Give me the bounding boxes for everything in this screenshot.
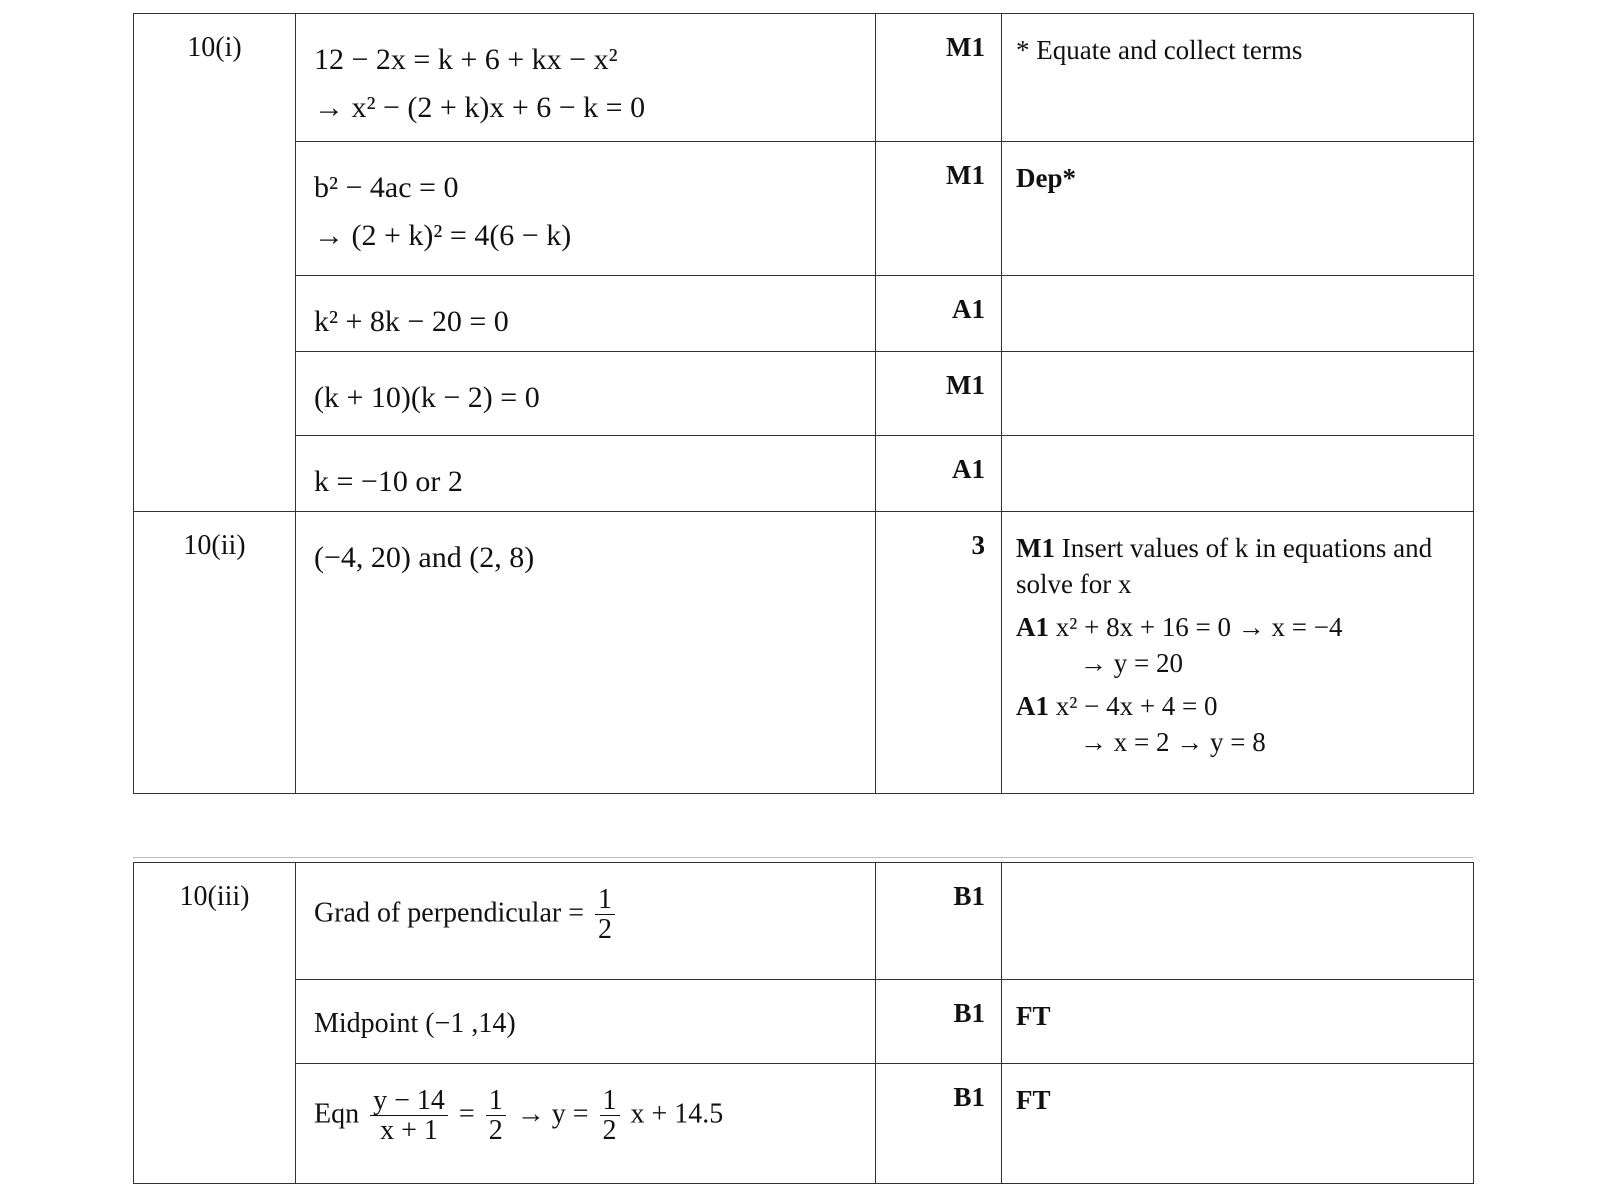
mark: M1 [946, 32, 985, 62]
answer-line: → x² − (2 + k)x + 6 − k = 0 [314, 91, 646, 124]
answer-cell [296, 980, 876, 1064]
guidance-continuation: → y = 20 [1080, 648, 1183, 679]
mark: A1 [952, 454, 985, 484]
mark-cell [876, 276, 1002, 352]
guidance-text: Insert values of k in equations and solve for x [1016, 533, 1433, 600]
guidance-cell [1002, 980, 1474, 1064]
fraction-numerator: 1 [595, 885, 615, 915]
question-cell-10ii [134, 512, 296, 794]
answer-line: (−4, 20) and (2, 8) [314, 541, 535, 574]
mark: B1 [953, 998, 985, 1028]
fraction-numerator: 1 [600, 1086, 620, 1116]
question-number: 10(i) [187, 32, 242, 63]
question-cell-10i [134, 14, 296, 512]
mark-cell [876, 14, 1002, 142]
question-cell-10iii [134, 863, 296, 1184]
answer-cell [296, 352, 876, 436]
mark-scheme-table-2 [133, 862, 1474, 1184]
guidance-equation: x² + 8x + 16 = 0 → x = −4 [1055, 611, 1343, 642]
answer-cell [296, 512, 876, 794]
mark-cell [876, 1064, 1002, 1184]
mark: B1 [953, 881, 985, 911]
answer-line: → (2 + k)² = 4(6 − k) [314, 219, 572, 252]
mark-cell [876, 863, 1002, 980]
guidance-line [1016, 530, 1463, 603]
guidance-cell [1002, 1064, 1474, 1184]
fraction [600, 1086, 620, 1146]
guidance-cell [1002, 142, 1474, 276]
guidance-mark: M1 [1016, 533, 1055, 563]
mark: B1 [953, 1082, 985, 1112]
guidance-equation: x² − 4x + 4 = 0 [1055, 690, 1218, 721]
mark-cell [876, 142, 1002, 276]
fraction-denominator: x + 1 [380, 1115, 438, 1147]
answer-line: b² − 4ac = 0 [314, 171, 459, 204]
guidance-line [1016, 609, 1463, 645]
guidance-text: Dep* [1016, 163, 1076, 193]
answer-line: k = −10 or 2 [314, 465, 463, 498]
guidance-cell [1002, 436, 1474, 512]
answer-cell [296, 863, 876, 980]
expression-tail: x + 14.5 [630, 1098, 724, 1130]
answer-text: Midpoint (−1 ,14) [314, 1008, 516, 1039]
mark-cell [876, 980, 1002, 1064]
guidance-text: FT [1016, 1085, 1051, 1115]
answer-cell [296, 276, 876, 352]
guidance-cell [1002, 276, 1474, 352]
answer-cell [296, 14, 876, 142]
mark-cell [876, 436, 1002, 512]
mark: 3 [971, 530, 985, 560]
question-number: 10(iii) [179, 881, 250, 912]
guidance-cell [1002, 352, 1474, 436]
equals-sign: = [458, 1098, 475, 1130]
answer-text: Grad of perpendicular = [314, 897, 585, 929]
arrow-expression: → y = [516, 1098, 589, 1130]
mark-cell [876, 352, 1002, 436]
answer-label: Eqn [314, 1098, 360, 1130]
guidance-mark: A1 [1016, 690, 1049, 721]
answer-line: 12 − 2x = k + 6 + kx − x² [314, 43, 618, 76]
fraction-denominator: 2 [602, 1115, 617, 1147]
answer-cell [296, 142, 876, 276]
answer-cell [296, 436, 876, 512]
mark: M1 [946, 160, 985, 190]
answer-cell [296, 1064, 876, 1184]
guidance-mark: A1 [1016, 611, 1049, 642]
guidance-continuation: → x = 2 → y = 8 [1080, 727, 1266, 758]
page-break-line [133, 857, 1473, 858]
question-number: 10(ii) [183, 530, 246, 561]
mark-scheme-table-1 [133, 13, 1474, 794]
fraction [486, 1086, 506, 1146]
fraction-denominator: 2 [598, 914, 613, 946]
answer-line: (k + 10)(k − 2) = 0 [314, 381, 540, 414]
fraction-numerator: 1 [486, 1086, 506, 1116]
guidance-cell [1002, 14, 1474, 142]
guidance-text: FT [1016, 1001, 1051, 1031]
answer-line: k² + 8k − 20 = 0 [314, 305, 509, 338]
fraction [595, 885, 615, 945]
mark: M1 [946, 370, 985, 400]
guidance-cell [1002, 512, 1474, 794]
mark-cell [876, 512, 1002, 794]
guidance-text: * Equate and collect terms [1016, 35, 1303, 65]
fraction-denominator: 2 [488, 1115, 503, 1147]
guidance-cell [1002, 863, 1474, 980]
fraction [370, 1086, 448, 1146]
mark: A1 [952, 294, 985, 324]
guidance-line [1016, 688, 1463, 724]
fraction-numerator: y − 14 [370, 1086, 448, 1116]
